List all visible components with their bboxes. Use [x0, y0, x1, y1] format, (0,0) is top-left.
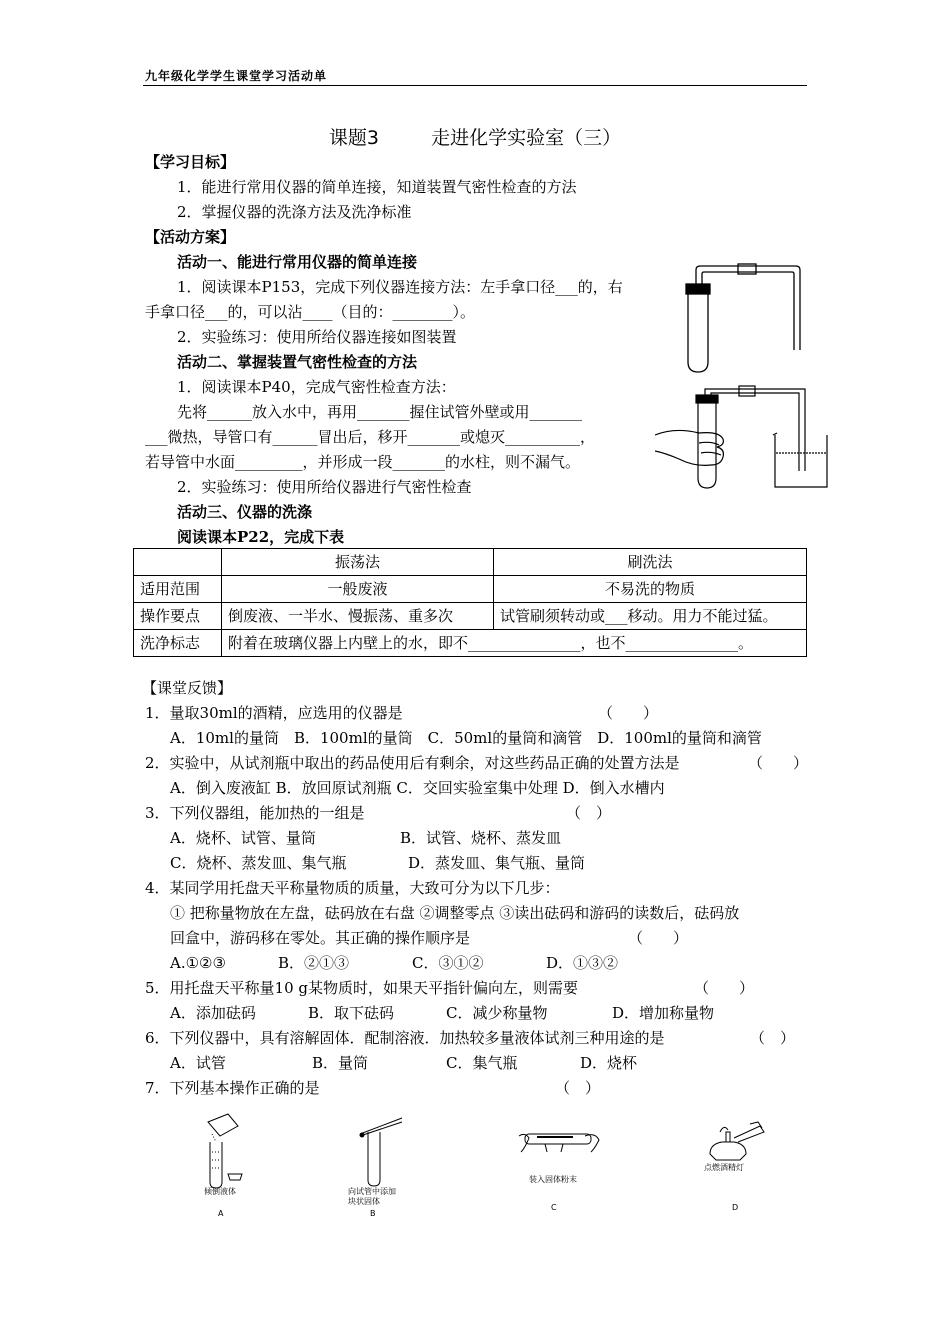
act2-line: ___微热，导管口有______冒出后，移开_______或熄灭__________，: [145, 428, 596, 446]
question-stem: 1．量取30ml的酒精，应选用的仪器是: [145, 704, 403, 722]
option-c: C．减少称量物: [446, 1004, 548, 1022]
table-row: [134, 630, 807, 657]
question-stem: 5．用托盘天平称量10 g某物质时，如果天平指针偏向左，则需要: [145, 979, 579, 997]
option-a: A．添加砝码: [170, 1004, 256, 1022]
answer-paren: （ ）: [748, 754, 809, 772]
option-c: C．烧杯、蒸发皿、集气瓶: [170, 854, 347, 872]
option-c: C．集气瓶: [446, 1054, 518, 1072]
goal-item: 1．能进行常用仪器的简单连接，知道装置气密性检查的方法: [177, 178, 577, 196]
title-name: 走进化学实验室（三）: [431, 127, 622, 149]
question-line: ① 把称量物放在左盘，砝码放在右盘 ②调整零点 ③读出砝码和游码的读数后，砝码放: [170, 904, 740, 922]
option-d: D．蒸发皿、集气瓶、量筒: [408, 854, 586, 872]
connected-apparatus-figure: [680, 262, 815, 377]
washing-table: [133, 548, 807, 657]
title-number: 课题3: [328, 127, 379, 149]
option-d: D．烧杯: [580, 1054, 638, 1072]
figure-c-adding-powder: [515, 1118, 605, 1218]
act1-line: 手拿口径___的，可以沾____（目的：________）。: [145, 303, 476, 321]
act2-line: 1．阅读课本P40，完成气密性检查方法：: [177, 378, 456, 396]
act1-line: 2．实验练习：使用所给仪器连接如图装置: [177, 328, 457, 346]
question-options: A．倒入废液缸 B．放回原试剂瓶 C．交回实验室集中处理 D．倒入水槽内: [170, 779, 665, 797]
option-b: B．试管、烧杯、蒸发皿: [400, 829, 562, 847]
answer-paren: （ ）: [628, 929, 689, 947]
option-c: C．③①②: [412, 954, 484, 972]
answer-paren: （ ）: [555, 1079, 601, 1097]
table-cell: 一般废液: [222, 576, 494, 603]
plan-heading: 【活动方案】: [145, 228, 236, 246]
act2-line: 先将______放入水中，再用_______握住试管外壁或用_______: [177, 403, 583, 421]
goals-heading: 【学习目标】: [145, 153, 236, 171]
question-stem: 6．下列仪器中，具有溶解固体．配制溶液．加热较多量液体试剂三种用途的是: [145, 1029, 665, 1047]
table-header-row: [134, 549, 807, 576]
table-row: [134, 603, 807, 630]
header-rule: [143, 85, 807, 86]
act2-line: 2．实验练习：使用所给仪器进行气密性检查: [177, 478, 472, 496]
table-header-cell: [134, 549, 222, 576]
table-row: [134, 576, 807, 603]
row-label: 洗净标志: [134, 630, 222, 657]
table-cell: 试管刷须转动或___移动。用力不能过猛。: [494, 603, 807, 630]
row-label: 操作要点: [134, 603, 222, 630]
option-a: A.①②③: [170, 954, 226, 972]
option-b: B．量筒: [312, 1054, 369, 1072]
row-label: 适用范围: [134, 576, 222, 603]
act2-line: 若导管中水面_________，并形成一段_______的水柱，则不漏气。: [145, 453, 581, 471]
question-stem: 3．下列仪器组，能加热的一组是: [145, 804, 365, 822]
table-cell: 倒废液、一半水、慢振荡、重多次: [222, 603, 494, 630]
option-a: A．试管: [170, 1054, 226, 1072]
page-title: [0, 126, 950, 150]
figure-b-adding-solid: [340, 1112, 420, 1222]
answer-paren: （ ）: [598, 704, 659, 722]
figure-letter: D: [732, 1203, 739, 1212]
question-stem: 4．某同学用托盘天平称量物质的质量，大致可分为以下几步：: [145, 879, 560, 897]
question-stem: 7．下列基本操作正确的是: [145, 1079, 320, 1097]
question-line: 回盒中，游码移在零处。其正确的操作顺序是: [170, 929, 471, 947]
figure-caption: 装入固体粉末: [529, 1175, 577, 1184]
page-header: 九年级化学学生课堂学习活动单: [145, 69, 328, 83]
figure-letter: B: [370, 1209, 376, 1218]
airtightness-check-figure: [655, 383, 830, 493]
option-b: B．②①③: [278, 954, 350, 972]
figure-d-lighting-lamp: [700, 1118, 780, 1218]
answer-paren: （ ）: [566, 804, 612, 822]
option-a: A．烧杯、试管、量筒: [170, 829, 316, 847]
option-b: B．取下砝码: [308, 1004, 395, 1022]
figure-letter: A: [218, 1209, 224, 1218]
question-options: A．10ml的量筒 B．100ml的量筒 C．50ml的量筒和滴管 D．100ml的量筒和滴管: [170, 729, 762, 747]
figure-caption: 块状固体: [348, 1197, 380, 1206]
table-cell: 附着在玻璃仪器上内壁上的水，即不_______________，也不_______________。: [222, 630, 807, 657]
table-cell: 不易洗的物质: [494, 576, 807, 603]
question-stem: 2．实验中，从试剂瓶中取出的药品使用后有剩余，对这些药品正确的处置方法是: [145, 754, 680, 772]
figure-a-pouring-liquid: [190, 1112, 260, 1222]
act3-subheading: 阅读课本P22，完成下表: [177, 528, 345, 546]
figure-caption: 向试管中添加: [348, 1187, 396, 1196]
figure-letter: C: [551, 1203, 557, 1212]
table-header-cell: 振荡法: [222, 549, 494, 576]
act2-heading: 活动二、掌握装置气密性检查的方法: [177, 353, 418, 371]
figure-caption: 点燃酒精灯: [704, 1163, 744, 1172]
feedback-heading: 【课堂反馈】: [142, 679, 233, 697]
table-header-cell: 刷洗法: [494, 549, 807, 576]
act1-heading: 活动一、能进行常用仪器的简单连接: [177, 253, 418, 271]
act1-line: 1．阅读课本P153，完成下列仪器连接方法：左手拿口径___的，右: [177, 278, 623, 296]
act3-heading: 活动三、仪器的洗涤: [177, 503, 313, 521]
figure-caption: 倾倒液体: [204, 1187, 236, 1196]
goal-item: 2．掌握仪器的洗涤方法及洗净标准: [177, 203, 412, 221]
answer-paren: （ ）: [694, 979, 755, 997]
option-d: D．①③②: [546, 954, 619, 972]
answer-paren: （ ）: [750, 1029, 796, 1047]
option-d: D．增加称量物: [612, 1004, 715, 1022]
